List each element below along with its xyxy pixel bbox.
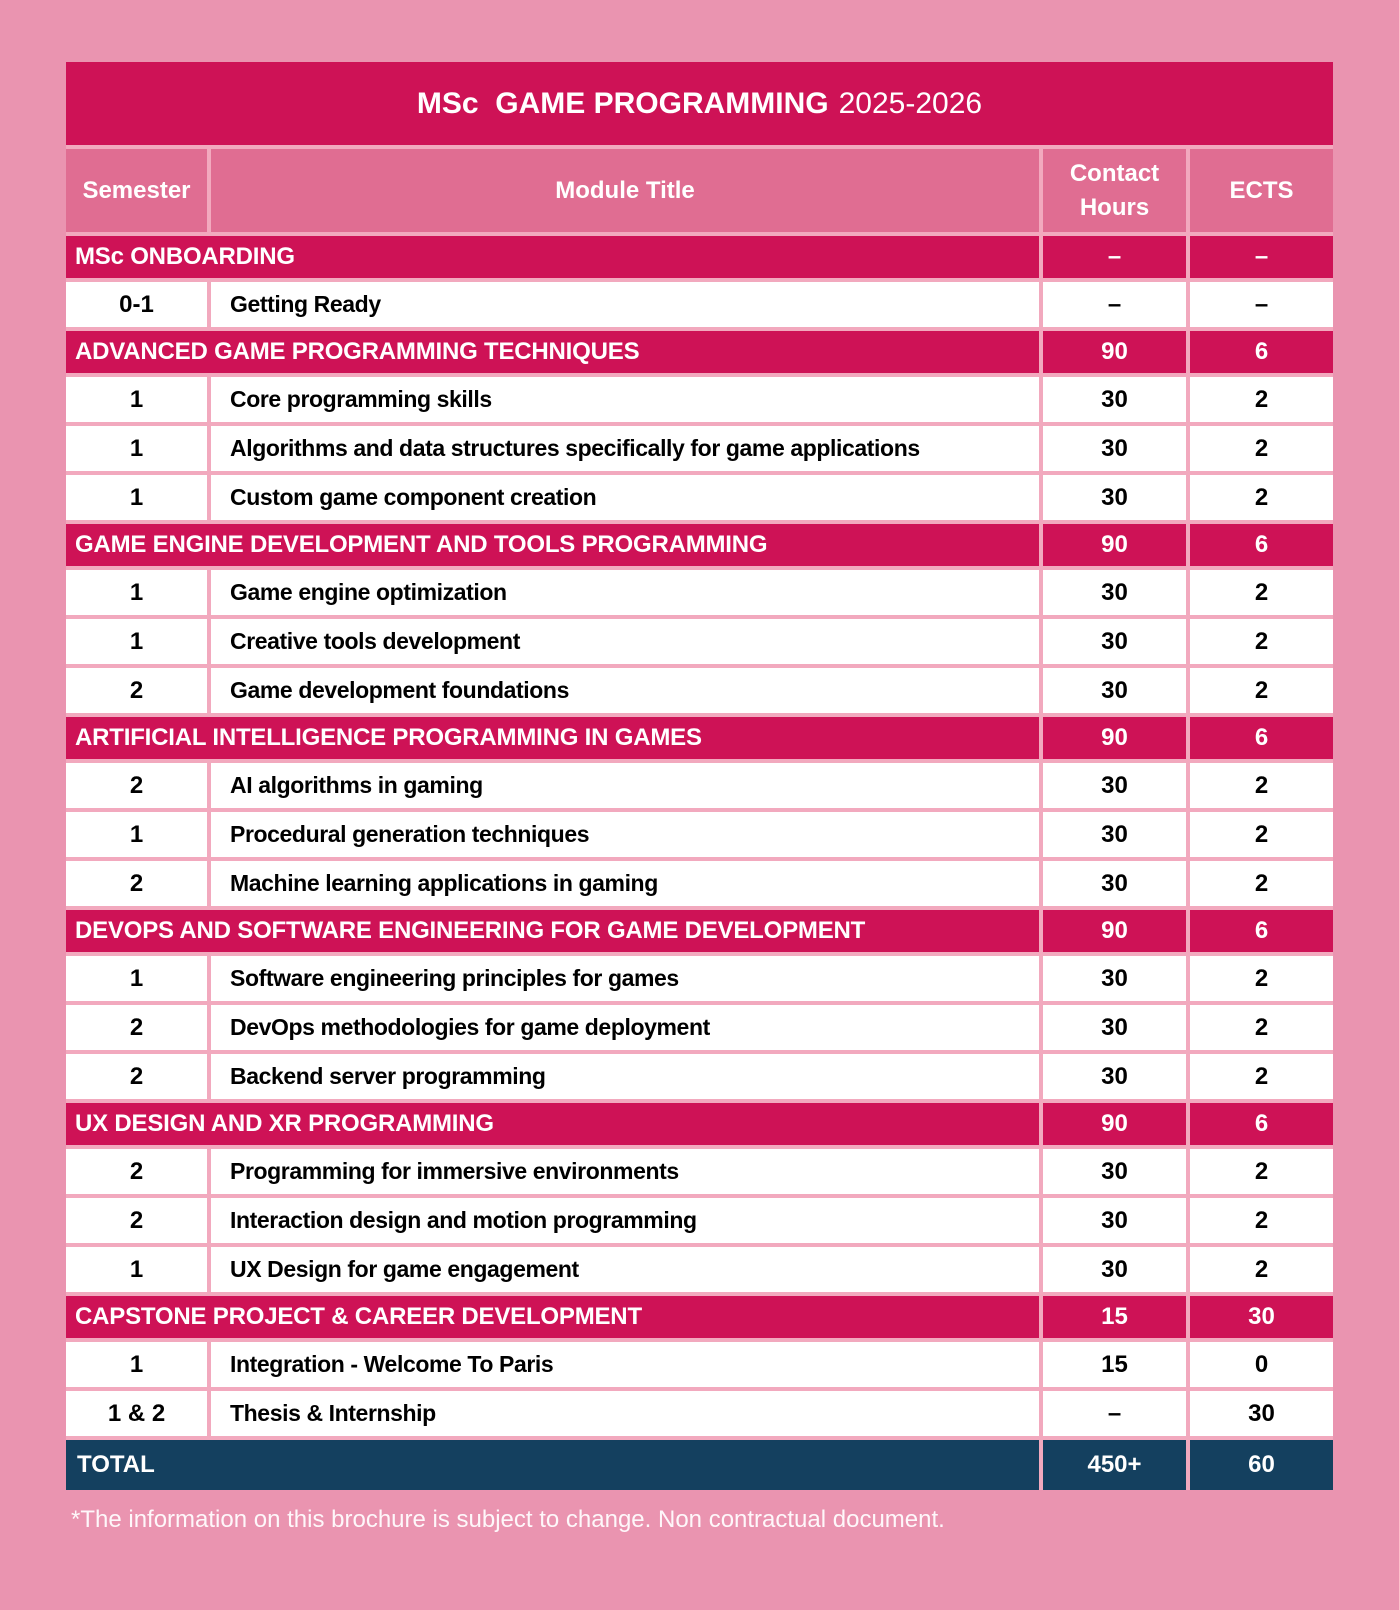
curriculum-table: [66, 62, 1333, 1490]
total-ects-cell: 60: [1190, 1440, 1333, 1490]
ects-cell: –: [1190, 236, 1333, 278]
contact-hours-cell: 90: [1043, 717, 1186, 759]
contact-hours-cell: 30: [1043, 570, 1186, 615]
ects-cell: 2: [1190, 1054, 1333, 1099]
ects-cell: 2: [1190, 763, 1333, 808]
module-title-cell: Interaction design and motion programming: [211, 1198, 1039, 1243]
ects-cell: 2: [1190, 570, 1333, 615]
contact-hours-cell: 15: [1043, 1296, 1186, 1338]
semester-cell: 1: [66, 475, 207, 520]
module-title-cell: UX Design for game engagement: [211, 1247, 1039, 1292]
semester-cell: 2: [66, 668, 207, 713]
contact-hours-cell: 30: [1043, 1247, 1186, 1292]
section-title-cell: GAME ENGINE DEVELOPMENT AND TOOLS PROGRAMMING: [66, 524, 1039, 566]
module-title-cell: Procedural generation techniques: [211, 812, 1039, 857]
module-title-cell: Backend server programming: [211, 1054, 1039, 1099]
ects-cell: 2: [1190, 956, 1333, 1001]
semester-cell: 2: [66, 1198, 207, 1243]
module-title-cell: Algorithms and data structures specifically for game applications: [211, 426, 1039, 471]
module-title-cell: Software engineering principles for games: [211, 956, 1039, 1001]
module-title-cell: Machine learning applications in gaming: [211, 861, 1039, 906]
section-title-cell: CAPSTONE PROJECT & CAREER DEVELOPMENT: [66, 1296, 1039, 1338]
title-years: 2025-2026: [838, 86, 983, 120]
semester-cell: 1: [66, 1247, 207, 1292]
contact-hours-cell: 90: [1043, 524, 1186, 566]
contact-hours-cell: 30: [1043, 619, 1186, 664]
ects-cell: 2: [1190, 1149, 1333, 1194]
column-header-semester: Semester: [66, 149, 207, 232]
section-title-cell: DEVOPS AND SOFTWARE ENGINEERING FOR GAME DEVELOPMENT: [66, 910, 1039, 952]
ects-cell: –: [1190, 282, 1333, 327]
semester-cell: 2: [66, 1005, 207, 1050]
contact-hours-cell: 30: [1043, 812, 1186, 857]
column-header-ects: ECTS: [1190, 149, 1333, 232]
section-title-cell: MSc ONBOARDING: [66, 236, 1039, 278]
contact-hours-cell: 90: [1043, 910, 1186, 952]
footnote: *The information on this brochure is subject to change. Non contractual document.: [71, 1506, 945, 1533]
contact-hours-cell: 30: [1043, 1054, 1186, 1099]
contact-hours-cell: 30: [1043, 377, 1186, 422]
semester-cell: 2: [66, 1054, 207, 1099]
module-title-cell: Core programming skills: [211, 377, 1039, 422]
ects-cell: 2: [1190, 861, 1333, 906]
contact-hours-cell: –: [1043, 282, 1186, 327]
section-title-cell: ADVANCED GAME PROGRAMMING TECHNIQUES: [66, 331, 1039, 373]
ects-cell: 2: [1190, 812, 1333, 857]
contact-hours-cell: 30: [1043, 861, 1186, 906]
ects-cell: 30: [1190, 1391, 1333, 1436]
ects-cell: 2: [1190, 1247, 1333, 1292]
ects-cell: 2: [1190, 377, 1333, 422]
ects-cell: 6: [1190, 1103, 1333, 1145]
module-title-cell: DevOps methodologies for game deployment: [211, 1005, 1039, 1050]
contact-hours-cell: 30: [1043, 1198, 1186, 1243]
ects-cell: 6: [1190, 524, 1333, 566]
module-title-cell: Programming for immersive environments: [211, 1149, 1039, 1194]
section-title-cell: ARTIFICIAL INTELLIGENCE PROGRAMMING IN GAMES: [66, 717, 1039, 759]
ects-cell: 30: [1190, 1296, 1333, 1338]
semester-cell: 1: [66, 570, 207, 615]
contact-hours-cell: 30: [1043, 956, 1186, 1001]
ects-cell: 2: [1190, 1005, 1333, 1050]
contact-hours-cell: –: [1043, 1391, 1186, 1436]
module-title-cell: Creative tools development: [211, 619, 1039, 664]
program-title: MSc GAME PROGRAMMING: [416, 86, 829, 120]
contact-hours-cell: 30: [1043, 426, 1186, 471]
ects-cell: 2: [1190, 1198, 1333, 1243]
column-header-contact-hours: Contact Hours: [1043, 149, 1186, 232]
contact-hours-cell: 90: [1043, 331, 1186, 373]
contact-hours-cell: 15: [1043, 1342, 1186, 1387]
contact-hours-cell: 30: [1043, 1005, 1186, 1050]
module-title-cell: Game engine optimization: [211, 570, 1039, 615]
semester-cell: 2: [66, 861, 207, 906]
ects-cell: 2: [1190, 668, 1333, 713]
section-title-cell: UX DESIGN AND XR PROGRAMMING: [66, 1103, 1039, 1145]
ects-cell: 6: [1190, 331, 1333, 373]
total-label-cell: TOTAL: [66, 1440, 1039, 1490]
module-title-cell: Integration - Welcome To Paris: [211, 1342, 1039, 1387]
ects-cell: 6: [1190, 910, 1333, 952]
semester-cell: 1: [66, 812, 207, 857]
contact-hours-cell: 30: [1043, 668, 1186, 713]
ects-cell: 2: [1190, 426, 1333, 471]
contact-hours-cell: 30: [1043, 763, 1186, 808]
total-contact-hours-cell: 450+: [1043, 1440, 1186, 1490]
table-title-bar: [66, 62, 1333, 145]
semester-cell: 0-1: [66, 282, 207, 327]
contact-hours-cell: 30: [1043, 475, 1186, 520]
semester-cell: 1: [66, 956, 207, 1001]
module-title-cell: Custom game component creation: [211, 475, 1039, 520]
contact-hours-cell: –: [1043, 236, 1186, 278]
ects-cell: 6: [1190, 717, 1333, 759]
column-header-module-title: Module Title: [211, 149, 1039, 232]
semester-cell: 2: [66, 1149, 207, 1194]
module-title-cell: Getting Ready: [211, 282, 1039, 327]
ects-cell: 2: [1190, 475, 1333, 520]
module-title-cell: Thesis & Internship: [211, 1391, 1039, 1436]
contact-hours-cell: 30: [1043, 1149, 1186, 1194]
contact-hours-cell: 90: [1043, 1103, 1186, 1145]
semester-cell: 1: [66, 377, 207, 422]
ects-cell: 2: [1190, 619, 1333, 664]
ects-cell: 0: [1190, 1342, 1333, 1387]
module-title-cell: Game development foundations: [211, 668, 1039, 713]
semester-cell: 2: [66, 763, 207, 808]
module-title-cell: AI algorithms in gaming: [211, 763, 1039, 808]
semester-cell: 1: [66, 1342, 207, 1387]
semester-cell: 1: [66, 426, 207, 471]
semester-cell: 1 & 2: [66, 1391, 207, 1436]
semester-cell: 1: [66, 619, 207, 664]
